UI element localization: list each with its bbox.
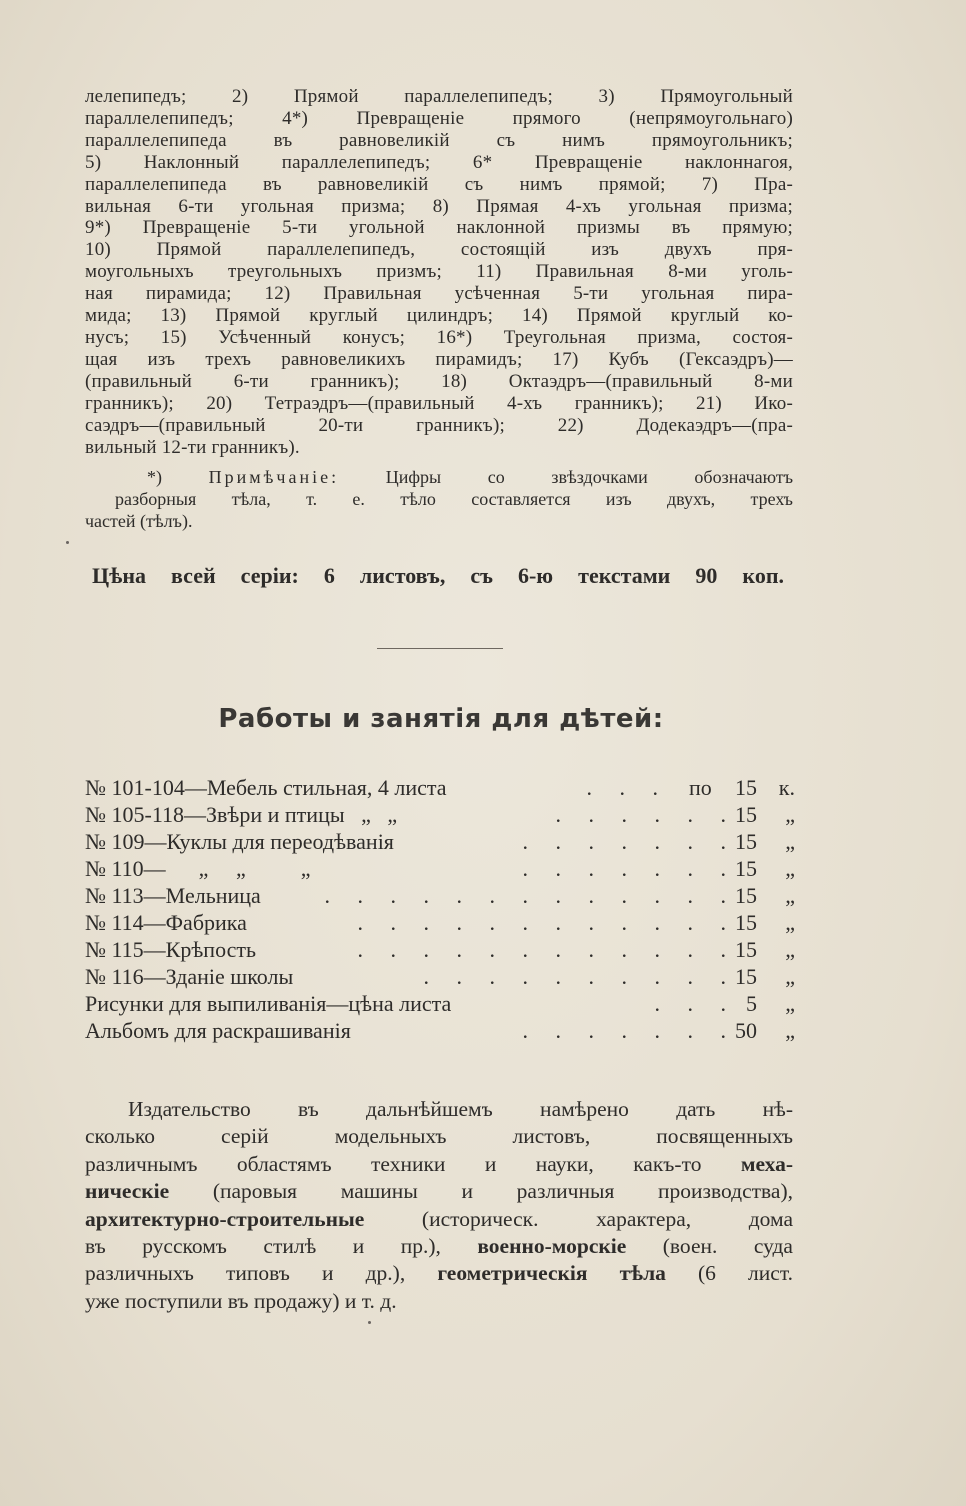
paragraph-line: 10) Прямой параллелепипедъ, состоящій изъ двухъ пря-	[85, 239, 793, 261]
price-amount: 15	[735, 856, 757, 881]
series-price: Цѣна всей серіи: 6 листовъ, съ 6-ю текстами 90 коп.	[92, 563, 784, 588]
text-segment: Издательство въ дальнѣйшемъ намѣрено дать нѣ-	[128, 1097, 793, 1121]
paragraph-line: саэдръ—(правильный 20-ти гранникъ); 22) Додекаэдръ—(пра-	[85, 414, 793, 436]
dot-leader: . . . . . . .	[522, 1018, 737, 1043]
paragraph-line	[85, 1123, 793, 1150]
price-amount: 15	[735, 910, 757, 935]
item-label: Рисунки для выпиливанія—цѣна листа	[85, 991, 452, 1016]
price-unit: „	[785, 829, 795, 854]
dot-leader: . . .	[586, 775, 669, 800]
paragraph-line	[85, 1288, 793, 1315]
item-label: № 110— „ „ „	[85, 856, 311, 881]
paragraph-line: параллелепипеда въ равновеликій съ нимъ прямоугольникъ;	[85, 129, 793, 151]
price-list-item	[85, 990, 797, 1017]
text-segment: уже поступили въ продажу) и т. д.	[85, 1288, 397, 1313]
dot-leader: . . . . . .	[555, 802, 737, 827]
item-label: № 115—Крѣпость	[85, 937, 257, 962]
text-segment: (воен. суда	[626, 1234, 793, 1259]
dot-leader: . . . . . . . . . . . .	[357, 937, 737, 962]
dot-leader: . . .	[654, 991, 737, 1016]
paragraph-line: лелепипедъ; 2) Прямой параллелепипедъ; 3) Прямоугольный	[85, 86, 793, 107]
paragraph-line	[85, 1096, 793, 1123]
price-amount: 15	[735, 829, 757, 854]
price-amount: 15	[735, 964, 757, 989]
divider	[377, 648, 503, 649]
item-label: № 114—Фабрика	[85, 910, 247, 935]
price-list-item	[85, 828, 797, 855]
emphasized-text: военно-морскіе	[477, 1234, 627, 1259]
price-prefix: по	[689, 775, 712, 800]
price-list-item	[85, 882, 797, 909]
emphasized-text: архитектурно-строительные	[85, 1206, 365, 1231]
paragraph-line	[85, 1260, 793, 1287]
price-unit: „	[785, 802, 795, 827]
text-segment: (6 лист.	[665, 1261, 793, 1286]
price-list-item	[85, 855, 797, 882]
paragraph-line: ная пирамида; 12) Правильная усѣченная 5-ти угольная пира-	[85, 283, 793, 305]
paragraph-line	[85, 1151, 793, 1178]
paragraph-line	[85, 1233, 793, 1260]
item-label: № 116—Зданіе школы	[85, 964, 294, 989]
text-segment: (историческ. характера, дома	[364, 1206, 793, 1231]
price-list-item	[85, 909, 797, 936]
price-unit: „	[785, 937, 795, 962]
text-segment: сколько серій модельныхъ листовъ, посвященныхъ	[85, 1124, 793, 1149]
text-segment: въ русскомъ стилѣ и пр.),	[85, 1234, 478, 1259]
dot-leader: . . . . . . . . . . . . .	[324, 883, 737, 908]
paragraph-line: параллелепипедъ; 4*) Превращеніе прямого (непрямоугольнаго)	[85, 107, 793, 129]
price-amount: 15	[735, 802, 757, 827]
paragraph-line: щая изъ трехъ равновеликихъ пирамидъ; 17) Кубъ (Гексаэдръ)—	[85, 348, 793, 370]
text-segment: различныхъ типовъ и др.),	[85, 1261, 438, 1286]
footnote-marker: *)	[147, 467, 162, 487]
footnote-text: Цифры со звѣздочками обозначаютъ	[385, 467, 794, 487]
emphasized-text: ническіе	[85, 1179, 170, 1204]
paper-speck	[368, 1321, 371, 1324]
text-segment: (паровыя машины и различныя производства),	[169, 1179, 793, 1204]
price-unit: „	[785, 991, 795, 1016]
price-list-item	[85, 963, 797, 990]
paragraph-line: гранникъ); 20) Тетраэдръ—(правильный 4-хъ гранникъ); 21) Ико-	[85, 392, 793, 414]
dot-leader: . . . . . . .	[522, 856, 737, 881]
footnote	[85, 466, 793, 532]
paragraph-line: 9*) Превращеніе 5-ти угольной наклонной призмы въ прямую;	[85, 217, 793, 239]
price-unit: „	[785, 1018, 795, 1043]
paragraph-line: мида; 13) Прямой круглый цилиндръ; 14) Прямой круглый ко-	[85, 305, 793, 327]
price-list-item	[85, 936, 797, 963]
price-amount: 15	[735, 775, 757, 800]
paragraph-line: нусъ; 15) Усѣченный конусъ; 16*) Треугольная призма, состоя-	[85, 326, 793, 348]
item-label: № 109—Куклы для переодѣванія	[85, 829, 394, 854]
publisher-announcement	[85, 1096, 793, 1315]
paragraph-line: параллелепипеда въ равновеликій съ нимъ прямой; 7) Пра-	[85, 173, 793, 195]
paper-speck	[66, 541, 69, 544]
item-label: № 101-104—Мебель стильная, 4 листа	[85, 775, 447, 800]
item-label: № 113—Мельница	[85, 883, 261, 908]
price-unit: к.	[778, 775, 795, 800]
solids-list-paragraph	[85, 86, 793, 458]
paragraph-line	[85, 1178, 793, 1205]
footnote-line-3: частей (тѣлъ).	[85, 511, 193, 531]
paragraph-line	[85, 1206, 793, 1233]
emphasized-text: геометрическія тѣла	[437, 1261, 666, 1286]
dot-leader: . . . . . . . . . . . .	[357, 910, 737, 935]
paragraph-line: вильный 12-ти гранникъ).	[85, 436, 300, 458]
price-amount: 15	[735, 883, 757, 908]
price-list	[85, 774, 797, 1044]
footnote-line-2: разборныя тѣла, т. е. тѣло составляется изъ двухъ, трехъ	[115, 489, 793, 509]
footnote-line-1	[85, 466, 793, 488]
price-unit: „	[785, 964, 795, 989]
text-segment: различнымъ областямъ техники и науки, какъ-то	[85, 1151, 741, 1176]
price-unit: „	[785, 883, 795, 908]
price-amount: 5	[746, 991, 757, 1016]
paragraph-line: (правильный 6-ти гранникъ); 18) Октаэдръ—(правильный 8-ми	[85, 370, 793, 392]
price-amount: 50	[735, 1018, 757, 1043]
paragraph-line: 5) Наклонный параллелепипедъ; 6* Превращеніе наклоннагоя,	[85, 151, 793, 173]
price-list-item	[85, 1017, 797, 1044]
section-title: Работы и занятія для дѣтей:	[218, 704, 664, 734]
paragraph-line: моугольныхъ треугольныхъ призмъ; 11) Правильная 8-ми уголь-	[85, 261, 793, 283]
paragraph-line: вильная 6-ти угольная призма; 8) Прямая 4-хъ угольная призма;	[85, 195, 793, 217]
footnote-label: Примѣчаніе:	[208, 467, 340, 487]
item-label: № 105-118—Звѣри и птицы „ „	[85, 802, 398, 827]
price-list-item	[85, 774, 797, 801]
item-label: Альбомъ для раскрашиванія	[85, 1018, 351, 1043]
dot-leader: . . . . . . . . . .	[423, 964, 737, 989]
price-unit: „	[785, 856, 795, 881]
price-unit: „	[785, 910, 795, 935]
price-amount: 15	[735, 937, 757, 962]
dot-leader: . . . . . . .	[522, 829, 737, 854]
price-list-item	[85, 801, 797, 828]
emphasized-text: меха-	[740, 1151, 793, 1176]
